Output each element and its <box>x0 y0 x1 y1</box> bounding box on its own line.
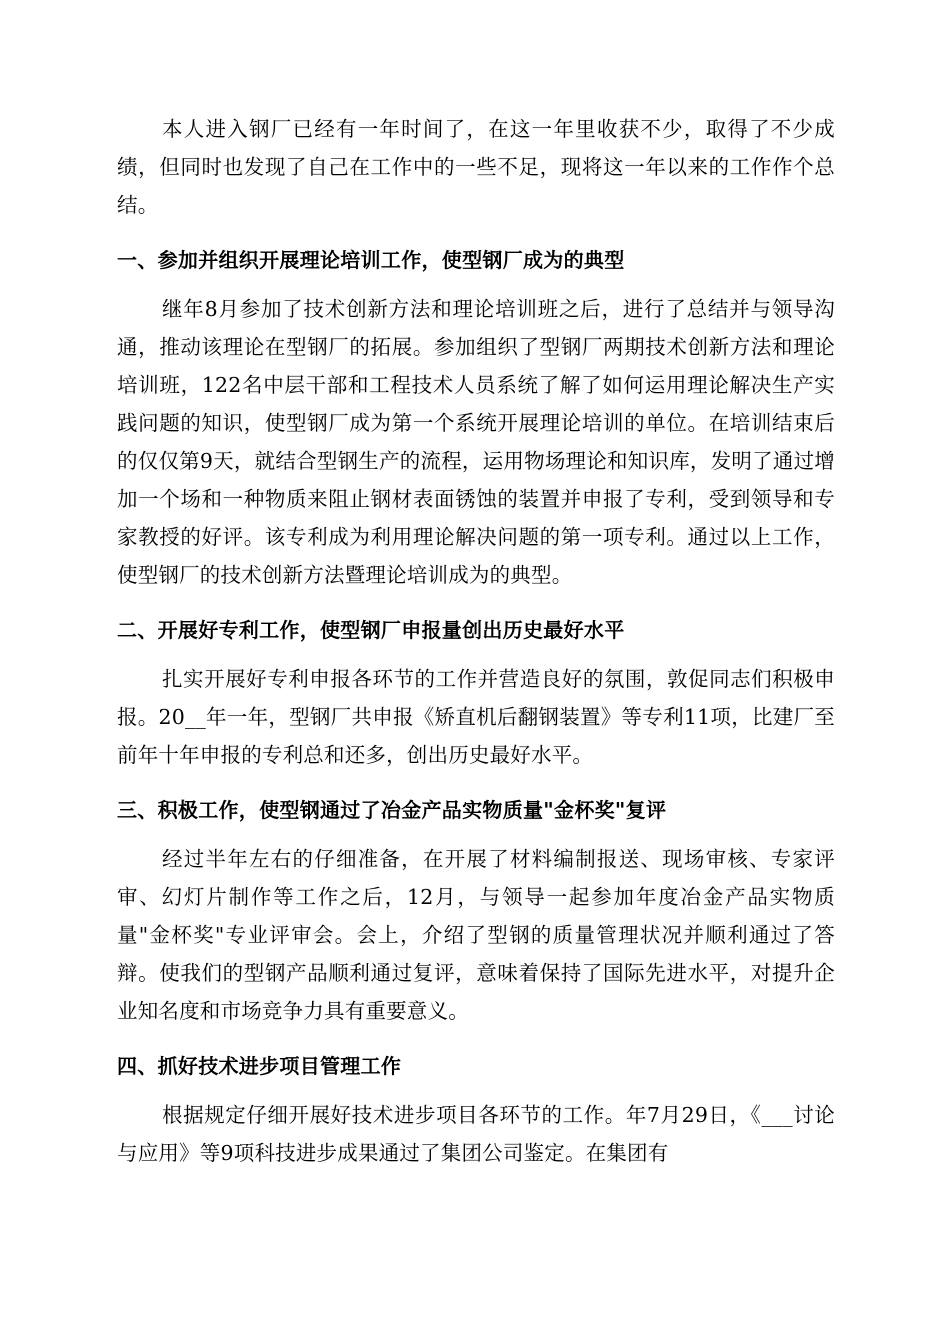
section-4-body: 根据规定仔细开展好技术进步项目各环节的工作。年7月29日，《___讨论与应用》等9项科技进步成果通过了集团公司鉴定。在集团有 <box>117 1103 835 1165</box>
section-2-heading: 二、开展好专利工作，使型钢厂申报量创出历史最好水平 <box>117 618 625 642</box>
section-1-body: 继年8月参加了技术创新方法和理论培训班之后，进行了总结并与领导沟通，推动该理论在型钢厂的拓展。参加组织了型钢厂两期技术创新方法和理论培训班，122名中层干部和工程技术人员系统了解了如何运用理论解决生产实践问题的知识，使型钢厂成为第一个系统开展理论培训的单位。在培训结束后的仅仅第9天，就结合型钢生产的流程，运用物场理论和知识库，发明了通过增加一个场和一种物质来阻止钢材表面锈蚀的装置并申报了专利，受到领导和专家教授的好评。该专利成为利用理论解决问题的第一项专利。通过以上工作，使型钢厂的技术创新方法暨理论培训成为的典型。 <box>117 297 835 587</box>
section-3-heading: 三、积极工作，使型钢通过了冶金产品实物质量"金杯奖"复评 <box>117 798 667 822</box>
intro-paragraph: 本人进入钢厂已经有一年时间了，在这一年里收获不少，取得了不少成绩，但同时也发现了自己在工作中的一些不足，现将这一年以来的工作作个总结。 <box>117 117 835 217</box>
section-2-body: 扎实开展好专利申报各环节的工作并营造良好的氛围，敦促同志们积极申报。20__年一年，型钢厂共申报《矫直机后翻钢装置》等专利11项，比建厂至前年十年申报的专利总和还多，创出历史最好水平。 <box>117 667 835 767</box>
section-3-body: 经过半年左右的仔细准备，在开展了材料编制报送、现场审核、专家评审、幻灯片制作等工作之后，12月，与领导一起参加年度冶金产品实物质量"金杯奖"专业评审会。会上，介绍了型钢的质量管理状况并顺利通过了答辩。使我们的型钢产品顺利通过复评，意味着保持了国际先进水平，对提升企业知名度和市场竞争力具有重要意义。 <box>117 847 835 1023</box>
section-1-heading: 一、参加并组织开展理论培训工作，使型钢厂成为的典型 <box>117 248 625 272</box>
section-4-heading: 四、抓好技术进步项目管理工作 <box>117 1054 402 1078</box>
document-body <box>117 110 835 1172</box>
